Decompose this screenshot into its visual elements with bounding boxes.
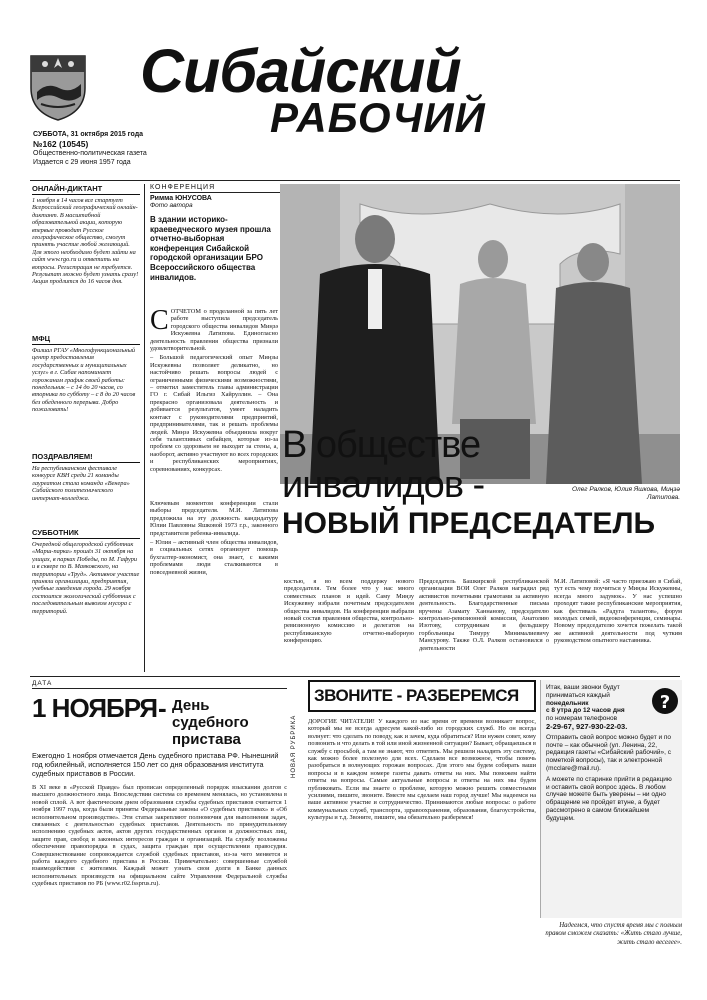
court-body: В XI веке в «Русской Правде» был прописан определенный порядок взыскания долгов с высшего должностного лица. Впоследствии система со временем менялась, но установлена в новой сплой. А вот фактическим днем образования службы судебных приставов считается 1 ноября 1997 года, когда были приняты Федеральные законы «О судебных приставах» и «Об исполнительном производстве». Эти статьи закрепляют полномочия для выполнения задач, связанных с деятельностью судебных приставов. Деятельность по принудительному исполнению судебных актов, актов других государственных органов и должностных лиц, защите прав, свобод и законных интересов граждан и организаций. На службу возложены обеспечение правопорядка в судах, защита граждан при осуществлении правосудия. Совершенствование сопровождается службой судебных приставов, из-за чего меняется и работа каждого судебного пристава в России. Примечательно: совершенные службой взаимодействия с жителями. Каждый может узнать свои долги в Банке данных исполнительных производств на официальном сайте Управления Федеральной службы судебных приставов по РБ (www.r02.fssprus.ru). bbox=[32, 784, 287, 888]
photo-credit: Фото автора bbox=[150, 202, 193, 209]
brief-text: 1 ноября в 14 часов все стартует Всероссийский географический онлайн-диктант. В масштабной образовательной акции, которую впервые проводит Русское географическое общество, смогут принять участие любой желающий. Для этого необходимо будет зайти на сайт www.rgo.ru и ответить на вопросы. Регистрация не требуется. Результат можно будет узнать сразу! Акция продлится до 16 часов дня. bbox=[32, 197, 139, 286]
brief-online-dictation bbox=[32, 184, 140, 334]
issue-number: №162 (10545) bbox=[33, 139, 89, 149]
hotline-side-label bbox=[289, 700, 303, 780]
feature-paragraph: ОТЧЕТОМ о проделанной за пять лет работе выступила председатель городского общества инвалидов Миңзә Искужевна Латипова. Единогласно деятельность правления общества признали удовлетворительной. bbox=[150, 308, 278, 353]
court-title-block bbox=[32, 691, 287, 751]
brief-mfc bbox=[32, 334, 140, 452]
box-text-3: Отправить свой вопрос можно будет и по почте – как обычной (ул. Ленина, 22, редакция газеты «Сибайский рабочий», с пометкой вопросы), так и электронной (mcclare@mail.ru). bbox=[546, 733, 672, 772]
hotline-body: ДОРОГИЕ ЧИТАТЕЛИ! У каждого из нас время от времени возникает вопрос, который мы не всегда адресуем какой-либо из городских служб. Но он всегда волнует: что сделать по поводу, как и зачем, куда обратиться? Или нужен совет, кому позвонить и что делать в той или иной жизненной ситуации? Бывает, обращаешься в службу с просьбой, а там не знают, что ответить. Мы решили наладить эту систему, как можно более полезную для всех. Сделаем все возможное, чтобы помочь разобраться в волнующих горожан вопросах. Для этого мы будем собирать ваши вопросы и в каждом номере газеты давать ответы на них. Мы поможем найти ответы на вопросы. Самые актуальные вопросы и ответы на них мы будем публиковать. Если вы знаете о проблеме, которую можно решить совместными усилиями, пишите, звоните. Вместе мы сделаем наш город лучше! Мы надеемся на ваше активное участие и сотрудничество. Принимаются любые вопросы: о работе коммунальных служб, транспорта, здравоохранения, образования, благоустройства, культуры и т.д. Звоните, пишите, мы обязательно разберемся! bbox=[308, 718, 536, 822]
box-days: понедельник bbox=[546, 699, 589, 707]
feature-bottom-col-2: Председатель Башкирской республиканской организации ВОИ Олег Ралков наградил ряд активистов почетными грамотами за активную деятельность. Благодарственные письма вручены Азамату Ханнанову, председателю контрольно-ревизионной комиссии, Анатолию Изотову, сотрудникам и фельдшеру горбольницы Тимуру Минималиевичу Мансурову. Также О.Л. Ралков остановился о деятельности bbox=[419, 578, 549, 652]
brief-congratulations bbox=[32, 452, 140, 528]
feature-column-2-text bbox=[150, 500, 278, 675]
feature-paragraph: – Юлия – активный член общества инвалидов, в социальных сетях организует помощь бухгалтер-экономист, она знает, с какими проблемами люди сталкиваются в повседневной жизни, bbox=[150, 539, 278, 576]
box-text-4: А можете по старинке прийти в редакцию и оставить свой вопрос здесь. В любом случае можете быть уверены – ни одно обращение не пройдет втуне, а будет рассмотрено в самом ближайшем будущем. bbox=[546, 775, 672, 822]
box-time: с 8 утра до 12 часов дня bbox=[546, 707, 625, 715]
issue-date: СУББОТА, 31 октября 2015 года bbox=[33, 131, 144, 138]
headline-line-2: инвалидов - bbox=[282, 464, 485, 506]
title-line-1: Сибайский bbox=[140, 42, 461, 105]
brief-text: Очередной общегородской субботник «Марш-парка» прошёл 31 октября на улицах, в парках Победы, по М. Гафури и в сквере по В. Маяковского, на территории «Труд». Активное участие приняли организации, предприятия, учебные заведения города. 29 ноября состоится экологический субботник с последовательным вывозом мусора с территорий. bbox=[32, 541, 140, 615]
side-label-text: НОВАЯ РУБРИКА bbox=[291, 714, 297, 778]
court-lead: Ежегодно 1 ноября отмечается День судебного пристава РФ. Нынешний год юбилейный, исполняется 150 лет со дня образования института судебных приставов в России. bbox=[32, 751, 279, 778]
title-line-2: РАБОЧИЙ bbox=[270, 94, 486, 140]
feature-byline bbox=[150, 184, 280, 304]
feature-bottom-col-3: М.И. Латиповой: «Я часто приезжаю в Сибай, тут есть чему поучиться у Миңзы Искужевны, всегда много задумок». У нас успешно проходят такие республиканские мероприятия, как фестиваль «Радуга талантов», форум молодых семей, видеоконференции, семинары. Новому председателю хочется пожелать такой же активной деятельности под чутким руководством опытного наставника. bbox=[554, 578, 682, 645]
feature-rubric: КОНФЕРЕНЦИЯ bbox=[150, 184, 280, 193]
newspaper-title bbox=[140, 42, 700, 140]
hotline-info-box bbox=[540, 680, 682, 918]
hotline-article bbox=[308, 680, 536, 980]
court-title: День судебного пристава bbox=[172, 697, 249, 748]
brief-heading: МФЦ bbox=[32, 334, 140, 345]
court-rubric: ДАТА bbox=[32, 680, 287, 689]
phone-icon bbox=[650, 684, 680, 718]
box-text-1: Итак, ваши звонки будут приниматься каждый bbox=[546, 684, 620, 699]
feature-paragraph: Ключевым моментом конференции стали выборы председателя. М.И. Латипова предложила на эту должность кандидатуру Юлии Павловны Яшковой 1973 г.р., законного представителя ребенка-инвалида. bbox=[150, 500, 278, 537]
court-article bbox=[32, 680, 287, 980]
svg-text:?: ? bbox=[659, 692, 671, 713]
issue-info bbox=[33, 130, 208, 178]
feature-bottom-col-1: костью, я во всем поддержу нового председателя. Тем более что у нас много совместных планов и идей. Саму Миңзу Искужевну избрали почетным председателем общества инвалидов. На конференции выбрали новый состав правления общества, контрольно-ревизионную комиссию и делегатов на республиканскую отчетно-выборную конференцию. bbox=[284, 578, 414, 645]
brief-text: На республиканском фестивале конкурсе КВН среди 21 команды лауреатом стала команда «Венера» Сибайского политехнического интернат-колледжа. bbox=[32, 465, 130, 502]
hotline-title: ЗВОНИТЕ - РАЗБЕРЕМСЯ bbox=[308, 680, 536, 712]
feature-lead: В здании историко-краеведческого музея прошла отчетно-выборная конференция Сибайской городской организации БРО Всероссийского общества инвалидов. bbox=[150, 215, 271, 282]
dropcap: С bbox=[150, 308, 169, 336]
feature-paragraph: – Большой педагогический опыт Миңзы Искужевны позволяет деликатно, но настойчиво решать вопросы людей с ограниченными физическими возможностями, – отметил заместитель главы администрации ГО г. Сибай Ильгиз Хайруллин. – Она прекрасно организовала деятельность и добивается результатов, умеет наладить контакт с руководителями предприятий, предпринимателями, так и решать проблемы людей. Миңзә Искужевна объединила вокруг себя талантливых сибайцев, которые из-за проблем со здоровьем не выходят за стены, а, наоборот, активно участвуют во всех городских и республиканских мероприятиях, соревнованиях, конкурсах. bbox=[150, 354, 278, 473]
headline-line-1: В обществе bbox=[282, 425, 481, 466]
court-dash: - bbox=[158, 693, 167, 723]
box-phones: 2-29-67, 927-930-22-03. bbox=[546, 721, 628, 731]
brief-subbotnik bbox=[32, 528, 140, 672]
photo-caption: Олег Ралков, Юлия Яшкова, Миңзә Латипова. bbox=[572, 486, 680, 501]
coat-of-arms-logo bbox=[25, 48, 91, 122]
headline-line-3: НОВЫЙ ПРЕДСЕДАТЕЛЬ bbox=[282, 507, 656, 540]
brief-heading: СУББОТНИК bbox=[32, 528, 140, 539]
brief-heading: ПОЗДРАВЛЯЕМ! bbox=[32, 452, 140, 463]
published-since: Издается с 29 июня 1957 года bbox=[33, 159, 131, 166]
feature-author: Римма ЮНУСОВА bbox=[150, 195, 212, 202]
box-text-2: по номерам телефонов bbox=[546, 715, 618, 723]
sidebar-briefs bbox=[32, 184, 140, 674]
hotline-closing: Надеемся, что спустя время мы с полным правом сможем сказать: «Жить стало лучше, жить стало веселее». bbox=[545, 922, 682, 946]
feature-body-1 bbox=[150, 308, 278, 352]
newspaper-kind: Общественно-политическая газета bbox=[33, 150, 147, 157]
brief-text: Филиал РГАУ «Многофункциональный центр предоставления государственных и муниципальных услуг» в г. Сибае напоминает горожанам график своей работы: понедельник – с 14 до 20 часов, со вторника по субботу – с 8 до 20 часов без обеденного перерыва. Добро пожаловать! bbox=[32, 347, 136, 414]
brief-heading: ОНЛАЙН-ДИКТАНТ bbox=[32, 184, 140, 195]
court-date: 1 НОЯБРЯ bbox=[32, 693, 158, 723]
